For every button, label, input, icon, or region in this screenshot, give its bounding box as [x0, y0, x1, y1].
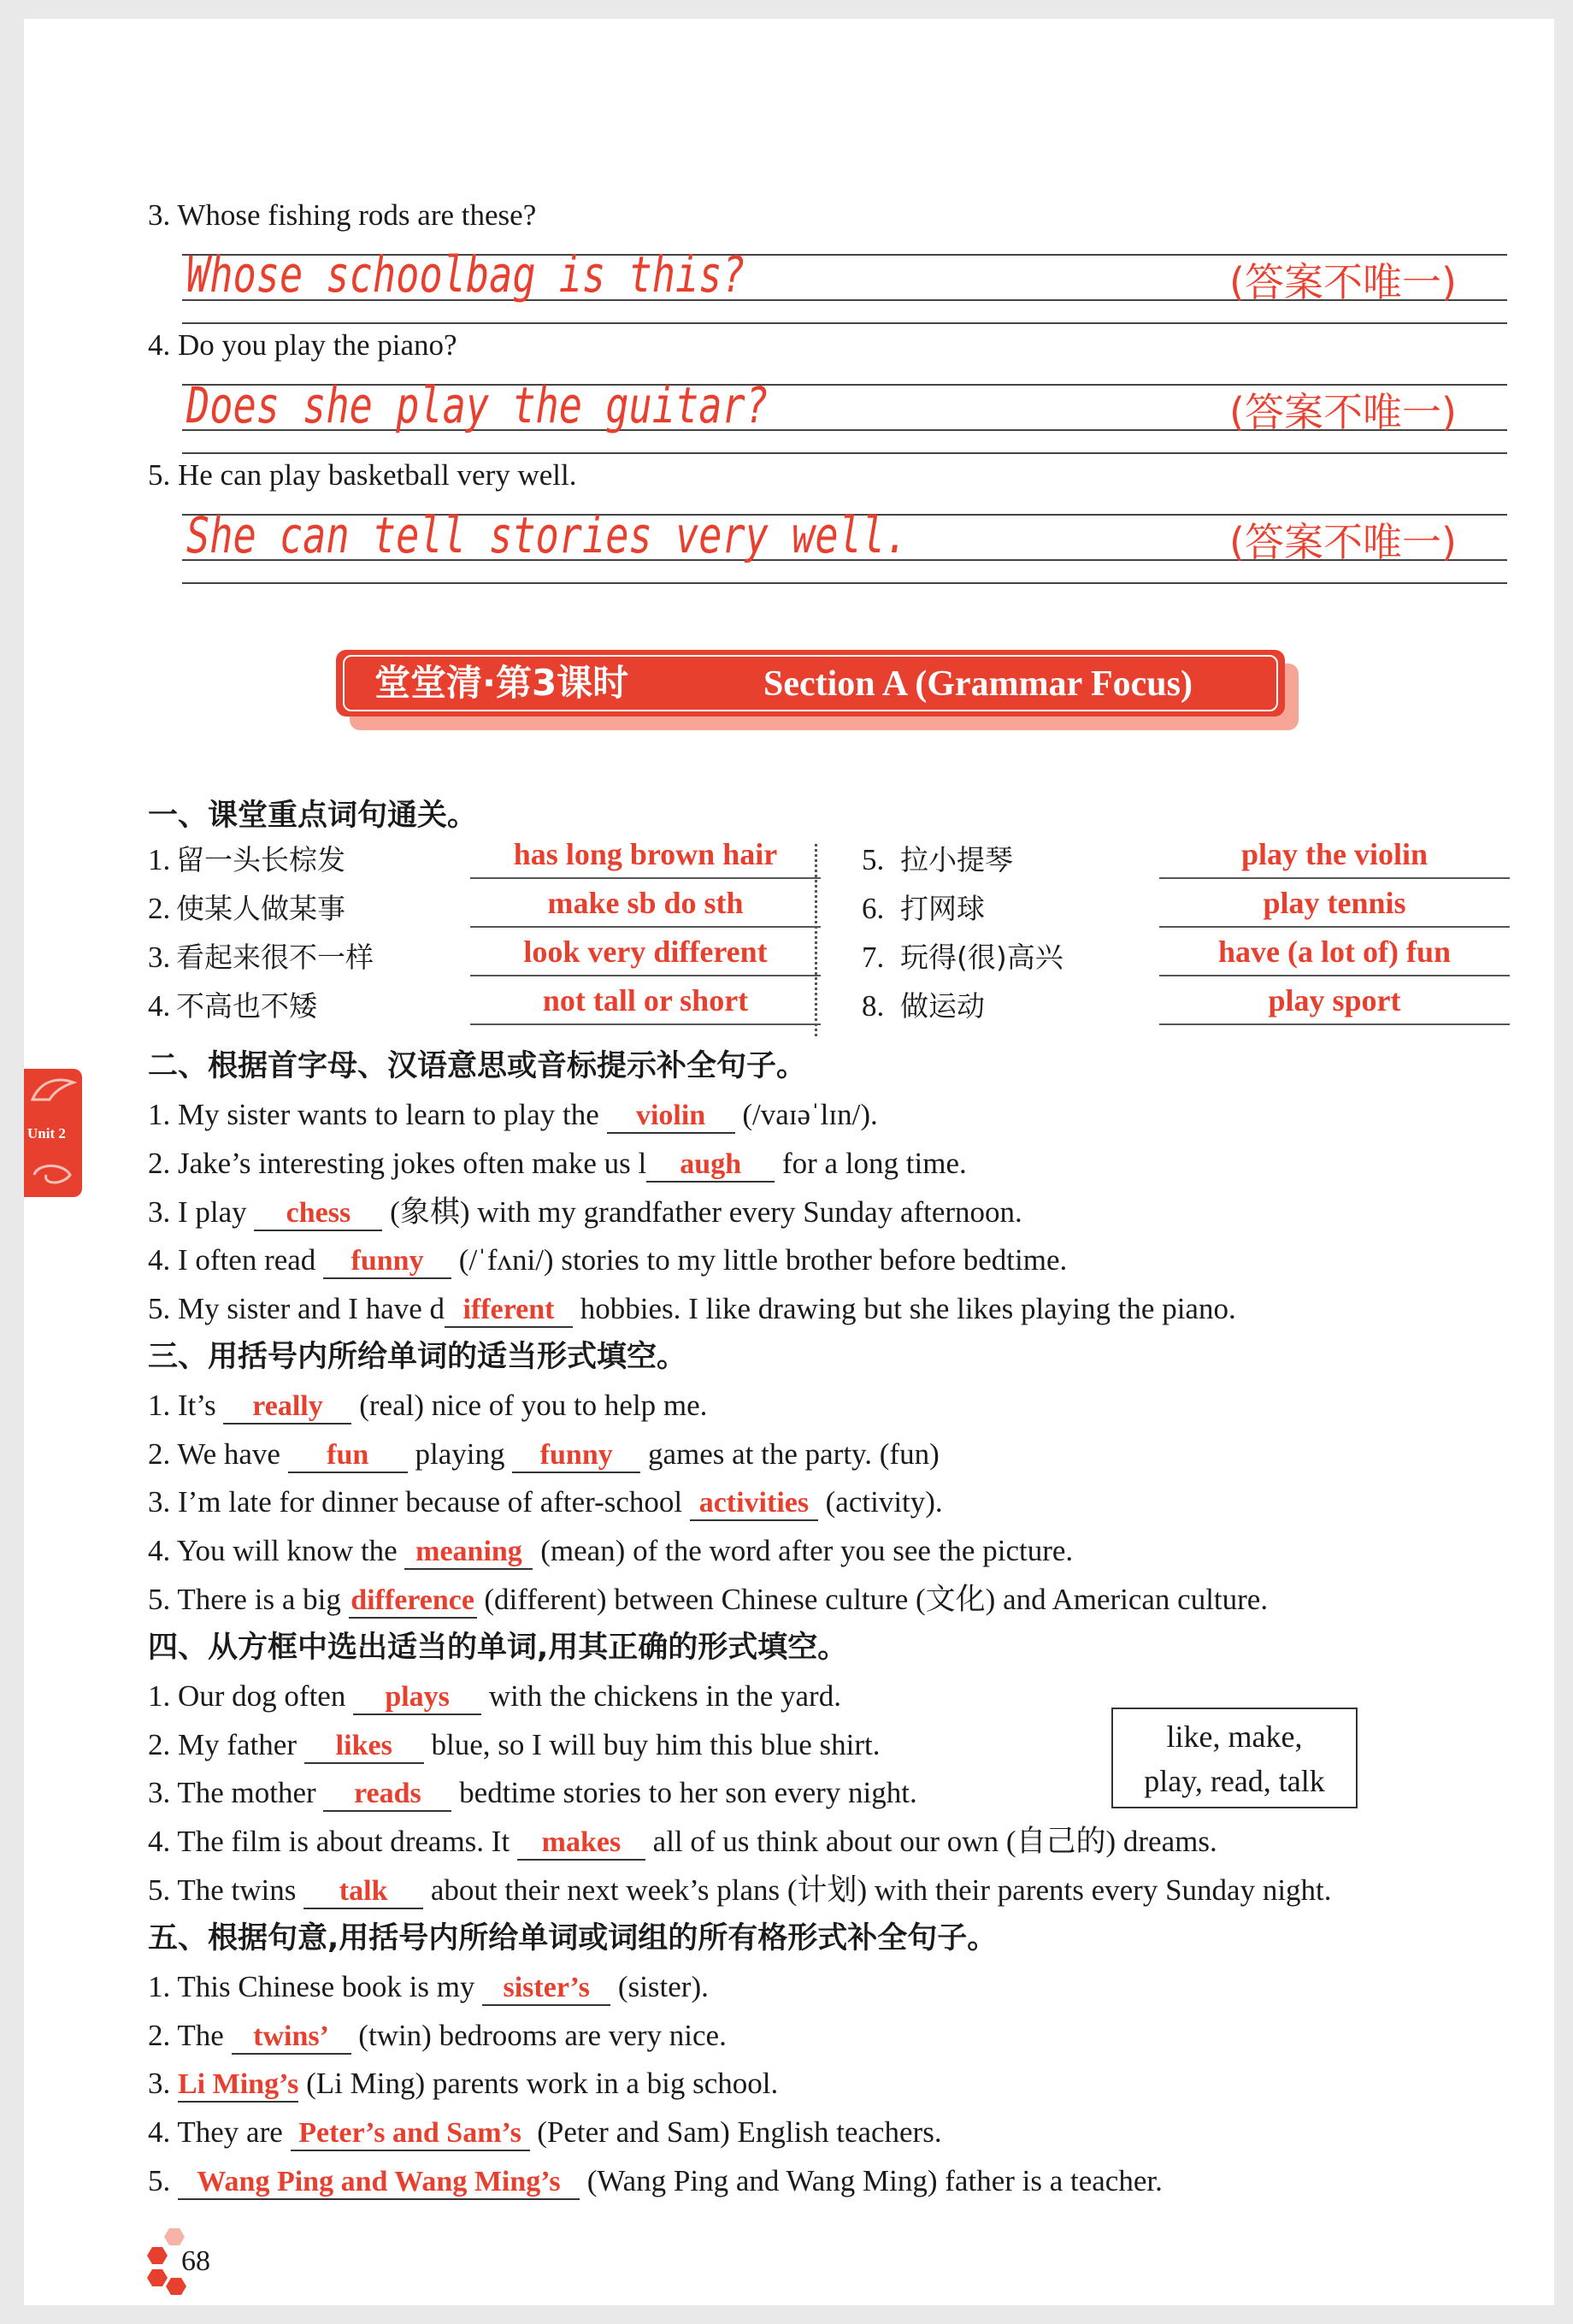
item-number: 6.	[862, 892, 885, 925]
answer-text: twins’	[253, 2020, 329, 2052]
answer-blank[interactable]	[353, 1680, 481, 1715]
lesson-banner	[336, 650, 1302, 732]
sentence-text: (Peter and Sam) English teachers.	[529, 2115, 942, 2149]
chinese-phrase: 拉小提琴	[900, 843, 1013, 876]
chinese-phrase: 做运动	[900, 989, 985, 1023]
answer-blank[interactable]	[646, 1147, 775, 1183]
sentence-text: 5.	[148, 2164, 178, 2197]
sentence	[148, 1532, 1073, 1570]
answer-blank[interactable]	[223, 1389, 351, 1424]
rewrite-prompt: 5. He can play basketball very well.	[148, 458, 577, 492]
answer-blank[interactable]	[517, 1826, 645, 1861]
answer-text: play the violin	[1240, 837, 1429, 871]
answer-blank[interactable]	[254, 1196, 382, 1231]
sentence	[148, 2065, 778, 2103]
banner-cn: 堂堂清·第3课时	[374, 662, 629, 704]
sentence-text: 3. I play	[148, 1195, 255, 1229]
sentence	[148, 1194, 1022, 1231]
item-number: 4.	[148, 989, 171, 1023]
page-number-area	[144, 2225, 246, 2302]
sentence-text: for a long time.	[775, 1147, 967, 1180]
answer-blank[interactable]	[232, 2020, 351, 2055]
chinese-phrase: 看起来很不一样	[176, 941, 374, 974]
sentence-text: bedtime stories to her son every night.	[451, 1776, 917, 1809]
sentence-text: 1. It’s	[148, 1389, 224, 1422]
answer-text: reads	[354, 1778, 421, 1809]
word-box-line: play, read, talk	[1144, 1764, 1325, 1798]
wing-icon	[29, 1074, 77, 1105]
answer-text: activities	[698, 1487, 810, 1519]
sentence	[148, 1242, 1067, 1279]
unit-label: Unit 2	[27, 1125, 66, 1141]
sentence-text: 2. My father	[148, 1728, 304, 1761]
sentence-text: (/vaɪəˈlɪn/).	[734, 1098, 878, 1131]
answer-note: (答案不唯一)	[1229, 259, 1457, 305]
answer-blank[interactable]	[1159, 885, 1510, 928]
answer-blank[interactable]	[1159, 836, 1510, 879]
answer-blank[interactable]	[607, 1099, 735, 1134]
answer-text: makes	[541, 1826, 622, 1858]
chinese-phrase: 打网球	[900, 892, 985, 925]
answer-text: play tennis	[1263, 886, 1406, 920]
part3-heading: 三、用括号内所给单词的适当形式填空。	[148, 1340, 687, 1374]
sentence-text: 5. My sister and I have d	[148, 1292, 445, 1325]
sentence-text: 4. They are	[148, 2115, 291, 2149]
part4-heading: 四、从方框中选出适当的单词,用其正确的形式填空。	[148, 1631, 848, 1665]
item-number: 3.	[148, 941, 171, 974]
unit-side-tab	[24, 1069, 82, 1197]
sentence-text: 4. The film is about dreams. It	[148, 1825, 517, 1858]
sentence-text: 1. My sister wants to learn to play the	[148, 1098, 607, 1131]
sentence-text: (sister).	[610, 1970, 709, 2003]
sentence-text: (/ˈfʌni/) stories to my little brother before bedtime.	[451, 1243, 1068, 1277]
sentence-text: 2. Jake’s interesting jokes often make us l	[148, 1147, 647, 1180]
answer-blank[interactable]	[470, 885, 821, 928]
sentence-text: (Wang Ping and Wang Ming) father is a teacher.	[580, 2164, 1163, 2197]
answer-blank[interactable]	[323, 1244, 451, 1279]
sentence-text: about their next week’s plans (计划) with their parents every Sunday night.	[423, 1873, 1332, 1907]
page-number: 68	[181, 2245, 210, 2277]
sentence-text: games at the party. (fun)	[640, 1437, 940, 1471]
swirl-icon	[29, 1159, 77, 1190]
sentence-text: playing	[407, 1437, 513, 1471]
answer-blank[interactable]	[470, 836, 821, 879]
sentence	[148, 1387, 707, 1424]
item-number: 5.	[862, 843, 885, 876]
answer-text: Peter’s and Sam’s	[298, 2117, 521, 2149]
answer-text: have (a lot of) fun	[1218, 935, 1451, 969]
sentence	[148, 1145, 967, 1183]
sentence	[148, 1872, 1332, 1909]
answer-text: augh	[680, 1148, 742, 1180]
sentence-text: (mean) of the word after you see the picture.	[533, 1534, 1074, 1567]
answer-text: Li Ming’s	[178, 2068, 299, 2100]
chinese-phrase: 使某人做某事	[176, 892, 345, 925]
rewrite-prompt: 3. Whose fishing rods are these?	[148, 198, 537, 232]
sentence-text: (twin) bedrooms are very nice.	[351, 2019, 727, 2052]
sentence-text: 3. The mother	[148, 1776, 324, 1809]
answer-text: ifferent	[462, 1294, 555, 1325]
answer-text: meaning	[415, 1536, 522, 1567]
answer-blank[interactable]	[482, 1971, 610, 2006]
sentence	[148, 1823, 1217, 1861]
sentence-text: 1. Our dog often	[148, 1679, 354, 1713]
sentence-text: (activity).	[817, 1485, 943, 1519]
answer-text: look very different	[523, 935, 768, 969]
answer-text: Wang Ping and Wang Ming’s	[197, 2166, 561, 2197]
sentence-text: with the chickens in the yard.	[481, 1679, 841, 1713]
sentence	[148, 1483, 943, 1521]
answer-blank[interactable]	[404, 1535, 533, 1570]
answer-blank[interactable]	[323, 1777, 451, 1812]
sentence-text: (象棋) with my grandfather every Sunday afternoon.	[382, 1195, 1022, 1229]
answer-text: plays	[385, 1681, 450, 1713]
answer-blank[interactable]	[178, 2067, 298, 2103]
answer-text: difference	[351, 1584, 474, 1616]
sentence	[148, 2114, 942, 2151]
sentence	[148, 2017, 727, 2055]
sentence-text: 3. I’m late for dinner because of after-school	[148, 1485, 690, 1519]
rewrite-answer: Whose schoolbag is this?	[186, 245, 745, 304]
sentence	[148, 1774, 917, 1812]
rewrite-prompt: 4. Do you play the piano?	[148, 328, 457, 362]
answer-text: violin	[635, 1100, 706, 1131]
answer-text: funny	[539, 1439, 613, 1471]
sentence	[148, 1290, 1236, 1328]
sentence-text: blue, so I will buy him this blue shirt.	[423, 1728, 881, 1761]
answer-text: funny	[351, 1245, 424, 1277]
sentence	[148, 2162, 1163, 2200]
answer-text: make sb do sth	[547, 886, 744, 920]
part1-heading: 一、课堂重点词句通关。	[148, 799, 478, 833]
sentence	[148, 1678, 841, 1715]
answer-blank[interactable]	[470, 982, 821, 1025]
answer-text: talk	[339, 1875, 388, 1907]
column-divider	[815, 844, 817, 1036]
answer-blank[interactable]	[445, 1293, 573, 1328]
answer-blank[interactable]	[178, 2165, 580, 2200]
sentence	[148, 1968, 709, 2006]
sentence-text: (different) between Chinese culture (文化) and American culture.	[476, 1583, 1269, 1616]
answer-text: not tall or short	[542, 983, 749, 1017]
banner-en: Section A (Grammar Focus)	[763, 664, 1193, 704]
sentence	[148, 1096, 878, 1134]
sentence-text: 1. This Chinese book is my	[148, 1970, 483, 2003]
chinese-phrase: 不高也不矮	[176, 989, 317, 1023]
sentence-text: 3.	[148, 2067, 178, 2100]
sentence-text: 5. There is a big	[148, 1583, 349, 1616]
answer-text: likes	[335, 1730, 392, 1761]
answer-text: really	[252, 1390, 323, 1422]
rewrite-answer: Does she play the guitar?	[186, 376, 769, 434]
chinese-phrase: 玩得(很)高兴	[900, 941, 1063, 974]
answer-blank[interactable]	[349, 1584, 477, 1619]
sentence-text: hobbies. I like drawing but she likes playing the piano.	[573, 1292, 1236, 1325]
item-number: 2.	[148, 892, 171, 925]
sentence	[148, 1726, 880, 1764]
chinese-phrase: 留一头长棕发	[176, 843, 345, 876]
answer-blank[interactable]	[690, 1486, 818, 1521]
answer-blank[interactable]	[304, 1729, 424, 1764]
word-box	[1111, 1708, 1358, 1808]
item-number: 7.	[862, 941, 885, 974]
answer-text: sister’s	[503, 1972, 590, 2003]
word-box-line: like, make,	[1166, 1719, 1303, 1754]
sentence-text: 2. We have	[148, 1437, 288, 1471]
answer-blank[interactable]	[288, 1438, 408, 1473]
answer-blank[interactable]	[1159, 982, 1510, 1025]
answer-note: (答案不唯一)	[1229, 519, 1457, 565]
answer-blank[interactable]	[291, 2116, 530, 2151]
sentence-text: (Li Ming) parents work in a big school.	[298, 2067, 779, 2100]
answer-text: fun	[327, 1439, 369, 1471]
sentence-text: 2. The	[148, 2019, 232, 2052]
rewrite-answer: She can tell stories very well.	[186, 506, 909, 564]
sentence-text: (real) nice of you to help me.	[351, 1389, 708, 1422]
part2-heading: 二、根据首字母、汉语意思或音标提示补全句子。	[148, 1049, 807, 1083]
answer-blank[interactable]	[512, 1438, 640, 1473]
answer-text: has long brown hair	[513, 837, 778, 871]
workbook-page	[24, 19, 1554, 2305]
answer-text: play sport	[1268, 983, 1401, 1017]
item-number: 8.	[862, 989, 885, 1023]
sentence	[148, 1581, 1268, 1619]
answer-text: chess	[286, 1197, 351, 1229]
answer-blank[interactable]	[1159, 934, 1510, 976]
sentence-text: all of us think about our own (自己的) dreams.	[645, 1825, 1217, 1858]
part5-heading: 五、根据句意,用括号内所给单词或词组的所有格形式补全句子。	[148, 1921, 998, 1955]
sentence	[148, 1436, 940, 1473]
item-number: 1.	[148, 843, 171, 876]
answer-note: (答案不唯一)	[1229, 389, 1457, 435]
answer-blank[interactable]	[470, 934, 821, 976]
sentence-text: 5. The twins	[148, 1873, 304, 1907]
sentence-text: 4. I often read	[148, 1243, 324, 1277]
sentence-text: 4. You will know the	[148, 1534, 405, 1567]
answer-blank[interactable]	[303, 1874, 423, 1909]
